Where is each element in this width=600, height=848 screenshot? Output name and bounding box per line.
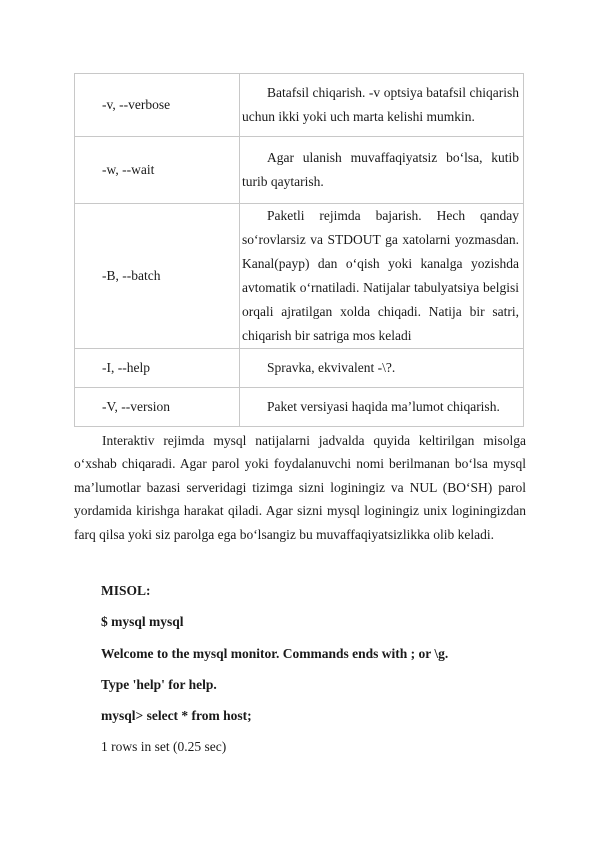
table-row <box>75 74 524 137</box>
example-result: 1 rows in set (0.25 sec) <box>101 739 227 754</box>
example-heading: MISOL: <box>101 583 151 598</box>
options-table <box>74 73 524 427</box>
option-description-text: Batafsil chiqarish. -v optsiya batafsil chiqarish uchun ikki yoki uch marta kelishi mumkin. <box>242 85 519 124</box>
table-row <box>75 388 524 427</box>
option-name: -B, --batch <box>75 204 240 349</box>
option-description-text: Paket versiyasi haqida ma’lumot chiqarish. <box>267 399 500 414</box>
option-description <box>240 74 524 137</box>
option-description <box>240 349 524 388</box>
intro-paragraph: Interaktiv rejimda mysql natijalarni jadvalda quyida keltirilgan misolga o‘xshab chiqaradi. Agar parol yoki foydalanuvchi nomi berilmanan bo‘lsa mysql ma’lumotlar bazasi serveridagi tizimga sizni loginingiz va NUL (BO‘SH) parol yordamida kirishga harakat qiladi. Agar sizni mysql loginingiz unix loginingizdan farq qilsa yoki siz parolga ega bo‘lsangiz bu muvaffaqiyatsizlikka olib keladi. <box>74 433 526 542</box>
option-description <box>240 204 524 349</box>
option-description <box>240 137 524 204</box>
example-command: $ mysql mysql <box>101 614 184 629</box>
example-query: mysql> select * from host; <box>101 708 252 723</box>
table-row <box>75 204 524 349</box>
option-description-text: Agar ulanish muvaffaqiyatsiz bo‘lsa, kutib turib qaytarish. <box>242 150 519 189</box>
example-help-hint: Type 'help' for help. <box>101 677 217 692</box>
option-name: -I, --help <box>75 349 240 388</box>
option-name: -v, --verbose <box>75 74 240 137</box>
table-row <box>75 349 524 388</box>
table-row <box>75 137 524 204</box>
option-name: -V, --version <box>75 388 240 427</box>
example-welcome: Welcome to the mysql monitor. Commands ends with ; or \g. <box>101 646 449 661</box>
option-description-text: Paketli rejimda bajarish. Hech qanday so‘rovlarsiz va STDOUT ga xatolarni yozmasdan. Kanal(payp) dan o‘qish yoki kanalga yozishda avtomatik o‘rnatiladi. Natijalar tabulyatsiya belgisi orqali ajratilgan xolda chiqadi. Natija bir satri, chiqarish bir satriga mos keladi <box>242 208 519 343</box>
option-name: -w, --wait <box>75 137 240 204</box>
option-description-text: Spravka, ekvivalent -\?. <box>267 360 396 375</box>
option-description <box>240 388 524 427</box>
